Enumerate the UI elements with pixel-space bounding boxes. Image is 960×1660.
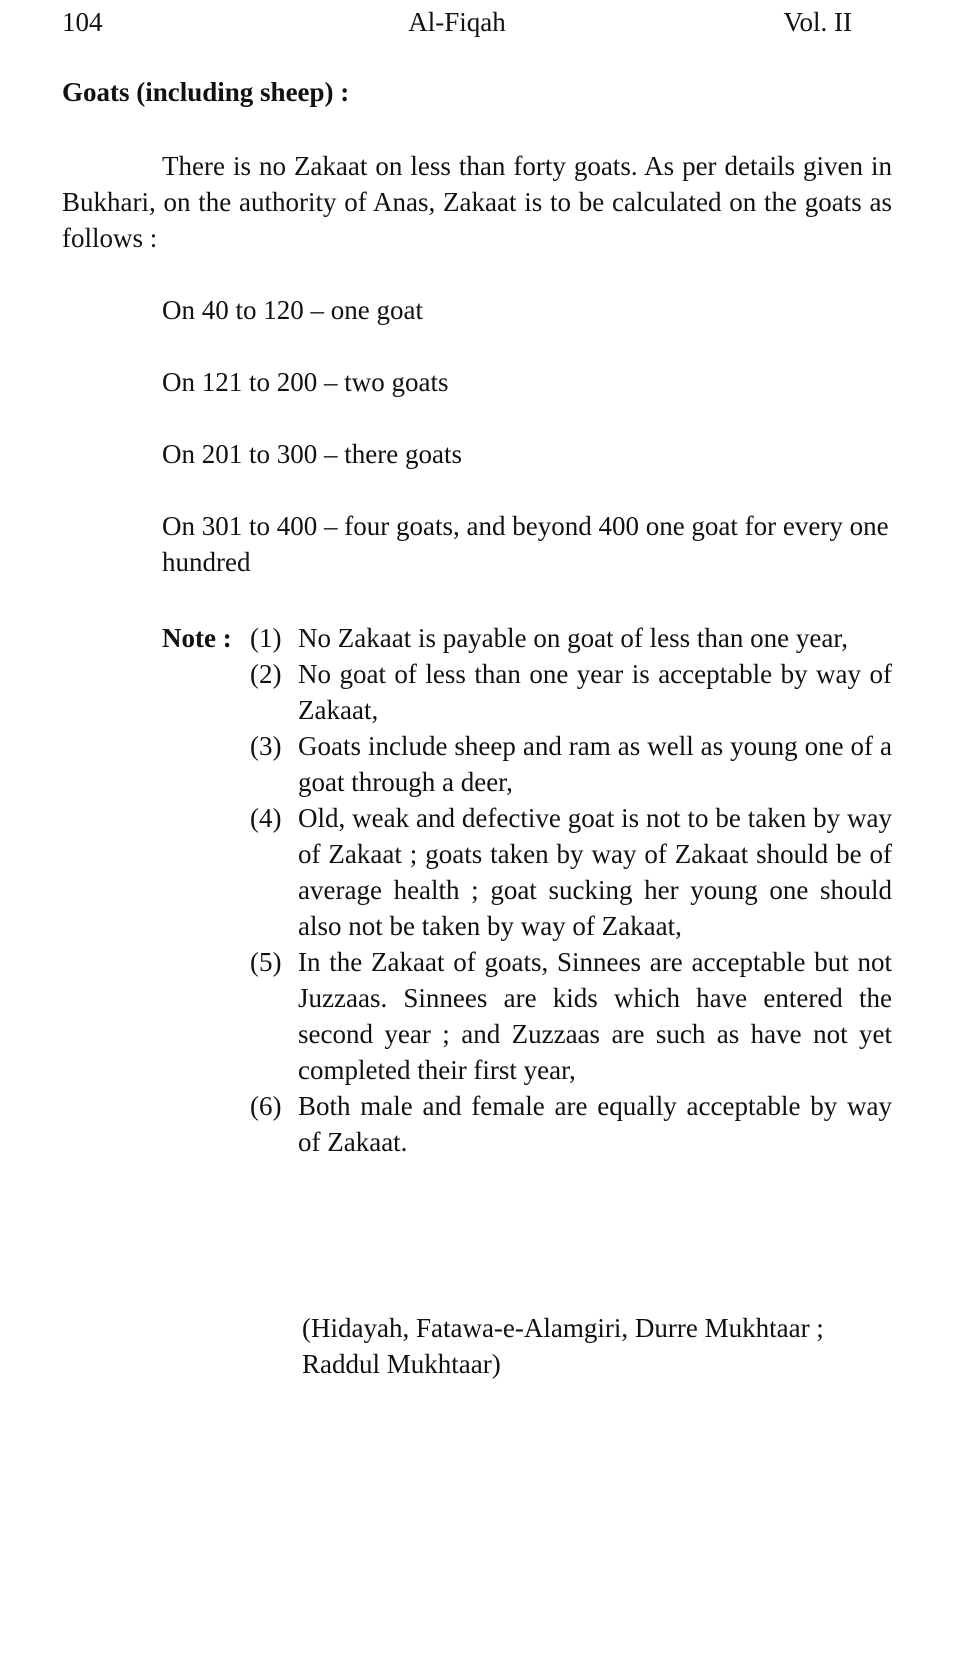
note-item [250,728,892,800]
note-item-number: (3) [250,731,282,761]
note-item-number: (1) [250,623,282,653]
note-item-number: (5) [250,947,282,977]
rate-item: On 40 to 120 – one goat [162,295,423,325]
running-header [62,4,852,40]
section-heading: Goats (including sheep) : [62,77,350,107]
note-item-number: (2) [250,659,282,689]
rate-item: On 201 to 300 – there goats [162,439,462,469]
note-item-number: (6) [250,1091,282,1121]
note-item [250,1088,892,1160]
note-item-text: No goat of less than one year is acceptable by way of Zakaat, [298,659,892,725]
book-title: Al-Fiqah [408,7,506,37]
page-number: 104 [62,7,103,37]
note-item-text: Both male and female are equally acceptable by way of Zakaat. [298,1091,892,1157]
volume-label: Vol. II [783,7,852,37]
note-item [250,944,892,1088]
rate-item: On 121 to 200 – two goats [162,367,449,397]
note-item [250,656,892,728]
note-item-text: Old, weak and defective goat is not to be taken by way of Zakaat ; goats taken by way of Zakaat should be of average health ; goat sucking her young one should also not be taken by way of Zakaat, [298,803,892,941]
note-item [250,620,892,656]
note-items-list [250,620,892,1160]
note-label: Note : [162,623,232,653]
note-item-text: In the Zakaat of goats, Sinnees are acceptable but not Juzzaas. Sinnees are kids which have entered the second year ; and Zuzzaas are such as have not yet completed their first year, [298,947,892,1085]
rate-item: On 301 to 400 – four goats, and beyond 400 one goat for every one hundred [162,511,889,577]
note-item-text: No Zakaat is payable on goat of less than one year, [298,623,848,653]
citation: (Hidayah, Fatawa-e-Alamgiri, Durre Mukhtaar ; Raddul Mukhtaar) [302,1313,824,1379]
intro-paragraph: There is no Zakaat on less than forty goats. As per details given in Bukhari, on the authority of Anas, Zakaat is to be calculated on the goats as follows : [62,151,892,253]
zakaat-rates-list [162,292,892,616]
note-item-number: (4) [250,803,282,833]
note-item-text: Goats include sheep and ram as well as young one of a goat through a deer, [298,731,892,797]
note-item [250,800,892,944]
